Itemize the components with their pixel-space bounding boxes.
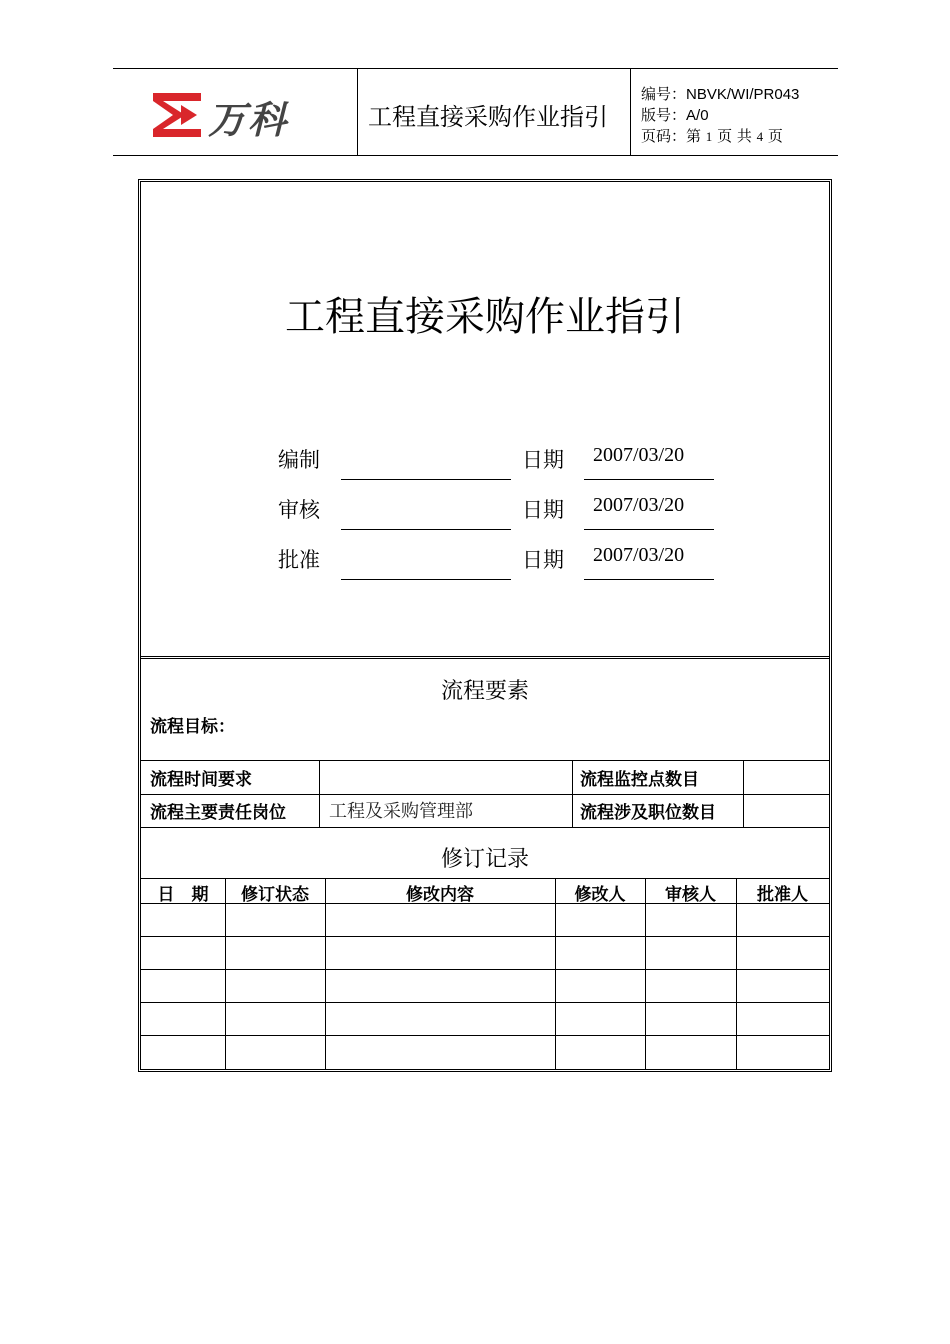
process-time-label: 流程时间要求 bbox=[150, 770, 252, 790]
column-divider bbox=[555, 878, 556, 1069]
column-divider bbox=[319, 760, 320, 827]
doc-code-label: 编号： bbox=[641, 85, 687, 103]
column-divider bbox=[225, 878, 226, 1069]
sig-date-line-review bbox=[584, 529, 714, 530]
column-divider bbox=[645, 878, 646, 1069]
document-title: 工程直接采购作业指引 bbox=[285, 294, 685, 340]
row-divider bbox=[141, 794, 829, 795]
header-meta-cell bbox=[631, 69, 838, 155]
page-end-label: 页 bbox=[767, 127, 783, 145]
process-control-label: 流程监控点数目 bbox=[580, 770, 699, 790]
row-divider bbox=[141, 1002, 829, 1003]
doc-version-label: 版号： bbox=[641, 106, 687, 124]
page-mid-label: 页 共 bbox=[717, 127, 752, 145]
revision-col-editor: 修改人 bbox=[574, 885, 626, 905]
logo-text: 万科 bbox=[208, 98, 289, 142]
sig-role-review: 审核 bbox=[278, 498, 320, 522]
process-section-title: 流程要素 bbox=[440, 679, 529, 704]
revision-col-date: 日 期 bbox=[157, 885, 209, 905]
vanke-logo-icon bbox=[151, 91, 203, 139]
column-divider bbox=[325, 878, 326, 1069]
sig-role-approve: 批准 bbox=[278, 548, 320, 572]
header-title: 工程直接采购作业指引 bbox=[368, 103, 608, 131]
sig-date-approve: 2007/03/20 bbox=[593, 544, 685, 566]
revision-col-content: 修改内容 bbox=[406, 885, 474, 905]
page-current: 1 bbox=[705, 129, 713, 144]
doc-version bbox=[641, 104, 709, 125]
doc-code bbox=[641, 83, 799, 104]
process-goal-label: 流程目标： bbox=[150, 717, 235, 737]
row-divider bbox=[141, 827, 829, 828]
row-divider bbox=[141, 760, 829, 761]
sig-date-label-review: 日期 bbox=[522, 498, 564, 522]
sig-role-prepare: 编制 bbox=[278, 448, 320, 472]
row-divider bbox=[141, 878, 829, 879]
page-label: 页码：第 bbox=[641, 127, 702, 145]
sig-date-prepare: 2007/03/20 bbox=[593, 444, 685, 466]
page-total: 4 bbox=[756, 129, 764, 144]
process-owner-value: 工程及采购管理部 bbox=[329, 801, 473, 822]
logo-cell bbox=[113, 69, 358, 155]
revision-col-reviewer: 审核人 bbox=[665, 885, 716, 905]
process-positions-label: 流程涉及职位数目 bbox=[580, 803, 716, 823]
sig-date-line-approve bbox=[584, 579, 714, 580]
column-divider bbox=[743, 760, 744, 827]
revision-section-title: 修订记录 bbox=[440, 847, 529, 872]
page-header bbox=[113, 68, 838, 156]
page-number bbox=[641, 125, 783, 146]
doc-code-value: NBVK/WI/PR043 bbox=[686, 86, 800, 103]
sig-date-label-prepare: 日期 bbox=[522, 448, 564, 472]
row-divider bbox=[141, 1035, 829, 1036]
revision-col-status: 修订状态 bbox=[241, 885, 309, 905]
row-divider bbox=[141, 969, 829, 970]
section-separator bbox=[141, 656, 829, 659]
sig-line-review bbox=[341, 529, 511, 530]
sig-line-approve bbox=[341, 579, 511, 580]
sig-line-prepare bbox=[341, 479, 511, 480]
document-frame bbox=[138, 179, 832, 1072]
process-owner-label: 流程主要责任岗位 bbox=[150, 803, 286, 823]
revision-col-approver: 批准人 bbox=[757, 885, 808, 905]
header-title-cell bbox=[358, 69, 631, 155]
sig-date-line-prepare bbox=[584, 479, 714, 480]
sig-date-review: 2007/03/20 bbox=[593, 494, 685, 516]
sig-date-label-approve: 日期 bbox=[522, 548, 564, 572]
row-divider bbox=[141, 936, 829, 937]
doc-version-value: A/0 bbox=[686, 107, 709, 124]
column-divider bbox=[736, 878, 737, 1069]
column-divider bbox=[572, 760, 573, 827]
